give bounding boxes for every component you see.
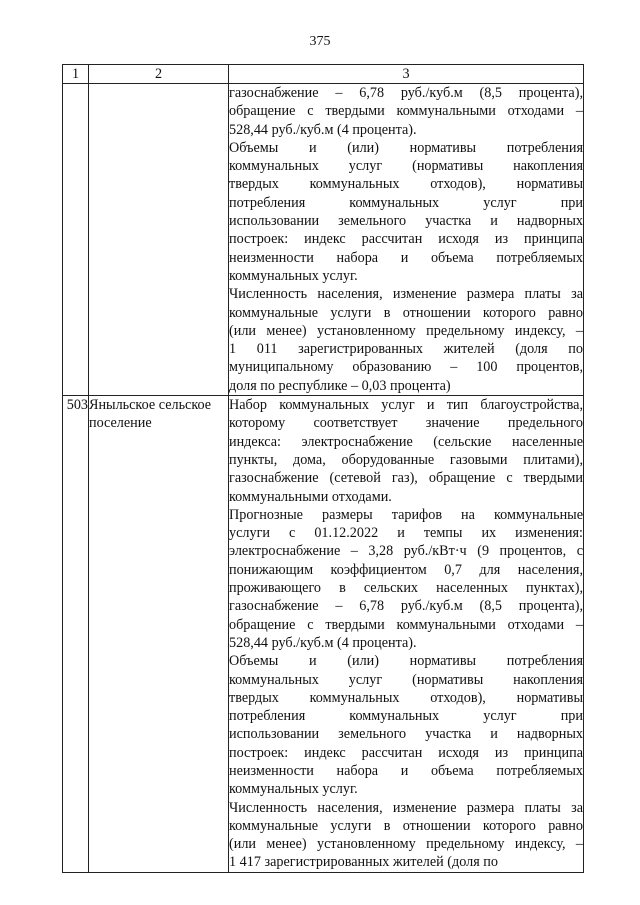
description-paragraph — [229, 285, 583, 395]
page-number: 375 — [309, 34, 331, 49]
text-line: коммунальные услуги в отношении которого равно — [229, 304, 583, 321]
text-line: Численность населения, изменение размера платы за — [229, 286, 583, 303]
text-line: использовании земельного участка и надворных — [229, 726, 583, 743]
table-row — [63, 84, 584, 396]
municipality-name: Яныльское сельское поселение — [89, 396, 229, 873]
table-row — [63, 396, 584, 873]
text-line: (или менее) установленному предельному индексу, – — [229, 836, 583, 853]
text-line: обращение с твердыми коммунальными отходами – — [229, 616, 583, 633]
text-line: коммунальными отходами. — [229, 488, 392, 505]
municipality-name — [89, 84, 229, 396]
text-line: 528,44 руб./куб.м (4 процента). — [229, 121, 417, 138]
text-line: которому соответствует значение предельного — [229, 415, 583, 432]
text-line: коммунальных услуг (нормативы накопления — [229, 158, 583, 175]
header-col-3: 3 — [229, 65, 584, 84]
text-line: услуги с 01.12.2022 и темпы их изменения: — [229, 525, 583, 542]
description-paragraph — [229, 799, 583, 872]
text-line: обращение с твердыми коммунальными отходами – — [229, 103, 583, 120]
text-line: (или менее) установленному предельному индексу, – — [229, 322, 583, 339]
text-line: коммунальные услуги в отношении которого равно — [229, 817, 583, 834]
row-number: 503 — [63, 396, 89, 873]
text-line: понижающим коэффициентом 0,7 для населения, — [229, 561, 583, 578]
text-line: использовании земельного участка и надворных — [229, 213, 583, 230]
table-header-row — [63, 65, 584, 84]
description-paragraph — [229, 84, 583, 139]
text-line: потребления коммунальных услуг при — [229, 194, 583, 211]
text-line: Численность населения, изменение размера платы за — [229, 799, 583, 816]
header-col-2: 2 — [89, 65, 229, 84]
text-line: газоснабжение – 6,78 руб./куб.м (8,5 процента), — [229, 598, 583, 615]
row-number — [63, 84, 89, 396]
text-line: неизменности набора и объема потребляемых — [229, 762, 583, 779]
text-line: твердых коммунальных отходов), нормативы — [229, 176, 583, 193]
text-line: твердых коммунальных отходов), нормативы — [229, 689, 583, 706]
text-line: построек: индекс рассчитан исходя из принципа — [229, 744, 583, 761]
description-cell — [229, 396, 584, 873]
text-line: построек: индекс рассчитан исходя из принципа — [229, 231, 583, 248]
text-line: коммунальных услуг. — [229, 267, 358, 284]
header-col-1: 1 — [63, 65, 89, 84]
description-paragraph — [229, 506, 583, 652]
text-line: коммунальных услуг. — [229, 781, 358, 798]
document-table — [62, 64, 584, 873]
text-line: газоснабжение (сетевой газ), обращение с твердыми — [229, 470, 583, 487]
text-line: 528,44 руб./куб.м (4 процента). — [229, 634, 417, 651]
text-line: Объемы и (или) нормативы потребления — [229, 139, 583, 156]
text-line: потребления коммунальных услуг при — [229, 708, 583, 725]
description-paragraph — [229, 396, 583, 506]
text-line: пункты, дома, оборудованные газовыми плитами), — [229, 451, 583, 468]
description-paragraph — [229, 652, 583, 798]
text-line: доля по республике – 0,03 процента) — [229, 377, 451, 394]
text-line: проживающего в сельских населенных пунктах), — [229, 580, 583, 597]
text-line: Прогнозные размеры тарифов на коммунальные — [229, 506, 583, 523]
text-line: Набор коммунальных услуг и тип благоустройства, — [229, 397, 583, 414]
text-line: индекса: электроснабжение (сельские населенные — [229, 433, 583, 450]
description-cell — [229, 84, 584, 396]
text-line: 1 417 зарегистрированных жителей (доля по — [229, 854, 498, 871]
text-line: муниципальному образованию – 100 процентов, — [229, 359, 583, 376]
text-line: 1 011 зарегистрированных жителей (доля по — [229, 341, 583, 358]
text-line: электроснабжение – 3,28 руб./кВт·ч (9 процентов, с — [229, 543, 583, 560]
text-line: Объемы и (или) нормативы потребления — [229, 653, 583, 670]
text-line: коммунальных услуг (нормативы накопления — [229, 671, 583, 688]
text-line: неизменности набора и объема потребляемых — [229, 249, 583, 266]
text-line: газоснабжение – 6,78 руб./куб.м (8,5 процента), — [229, 85, 583, 101]
description-paragraph — [229, 139, 583, 285]
